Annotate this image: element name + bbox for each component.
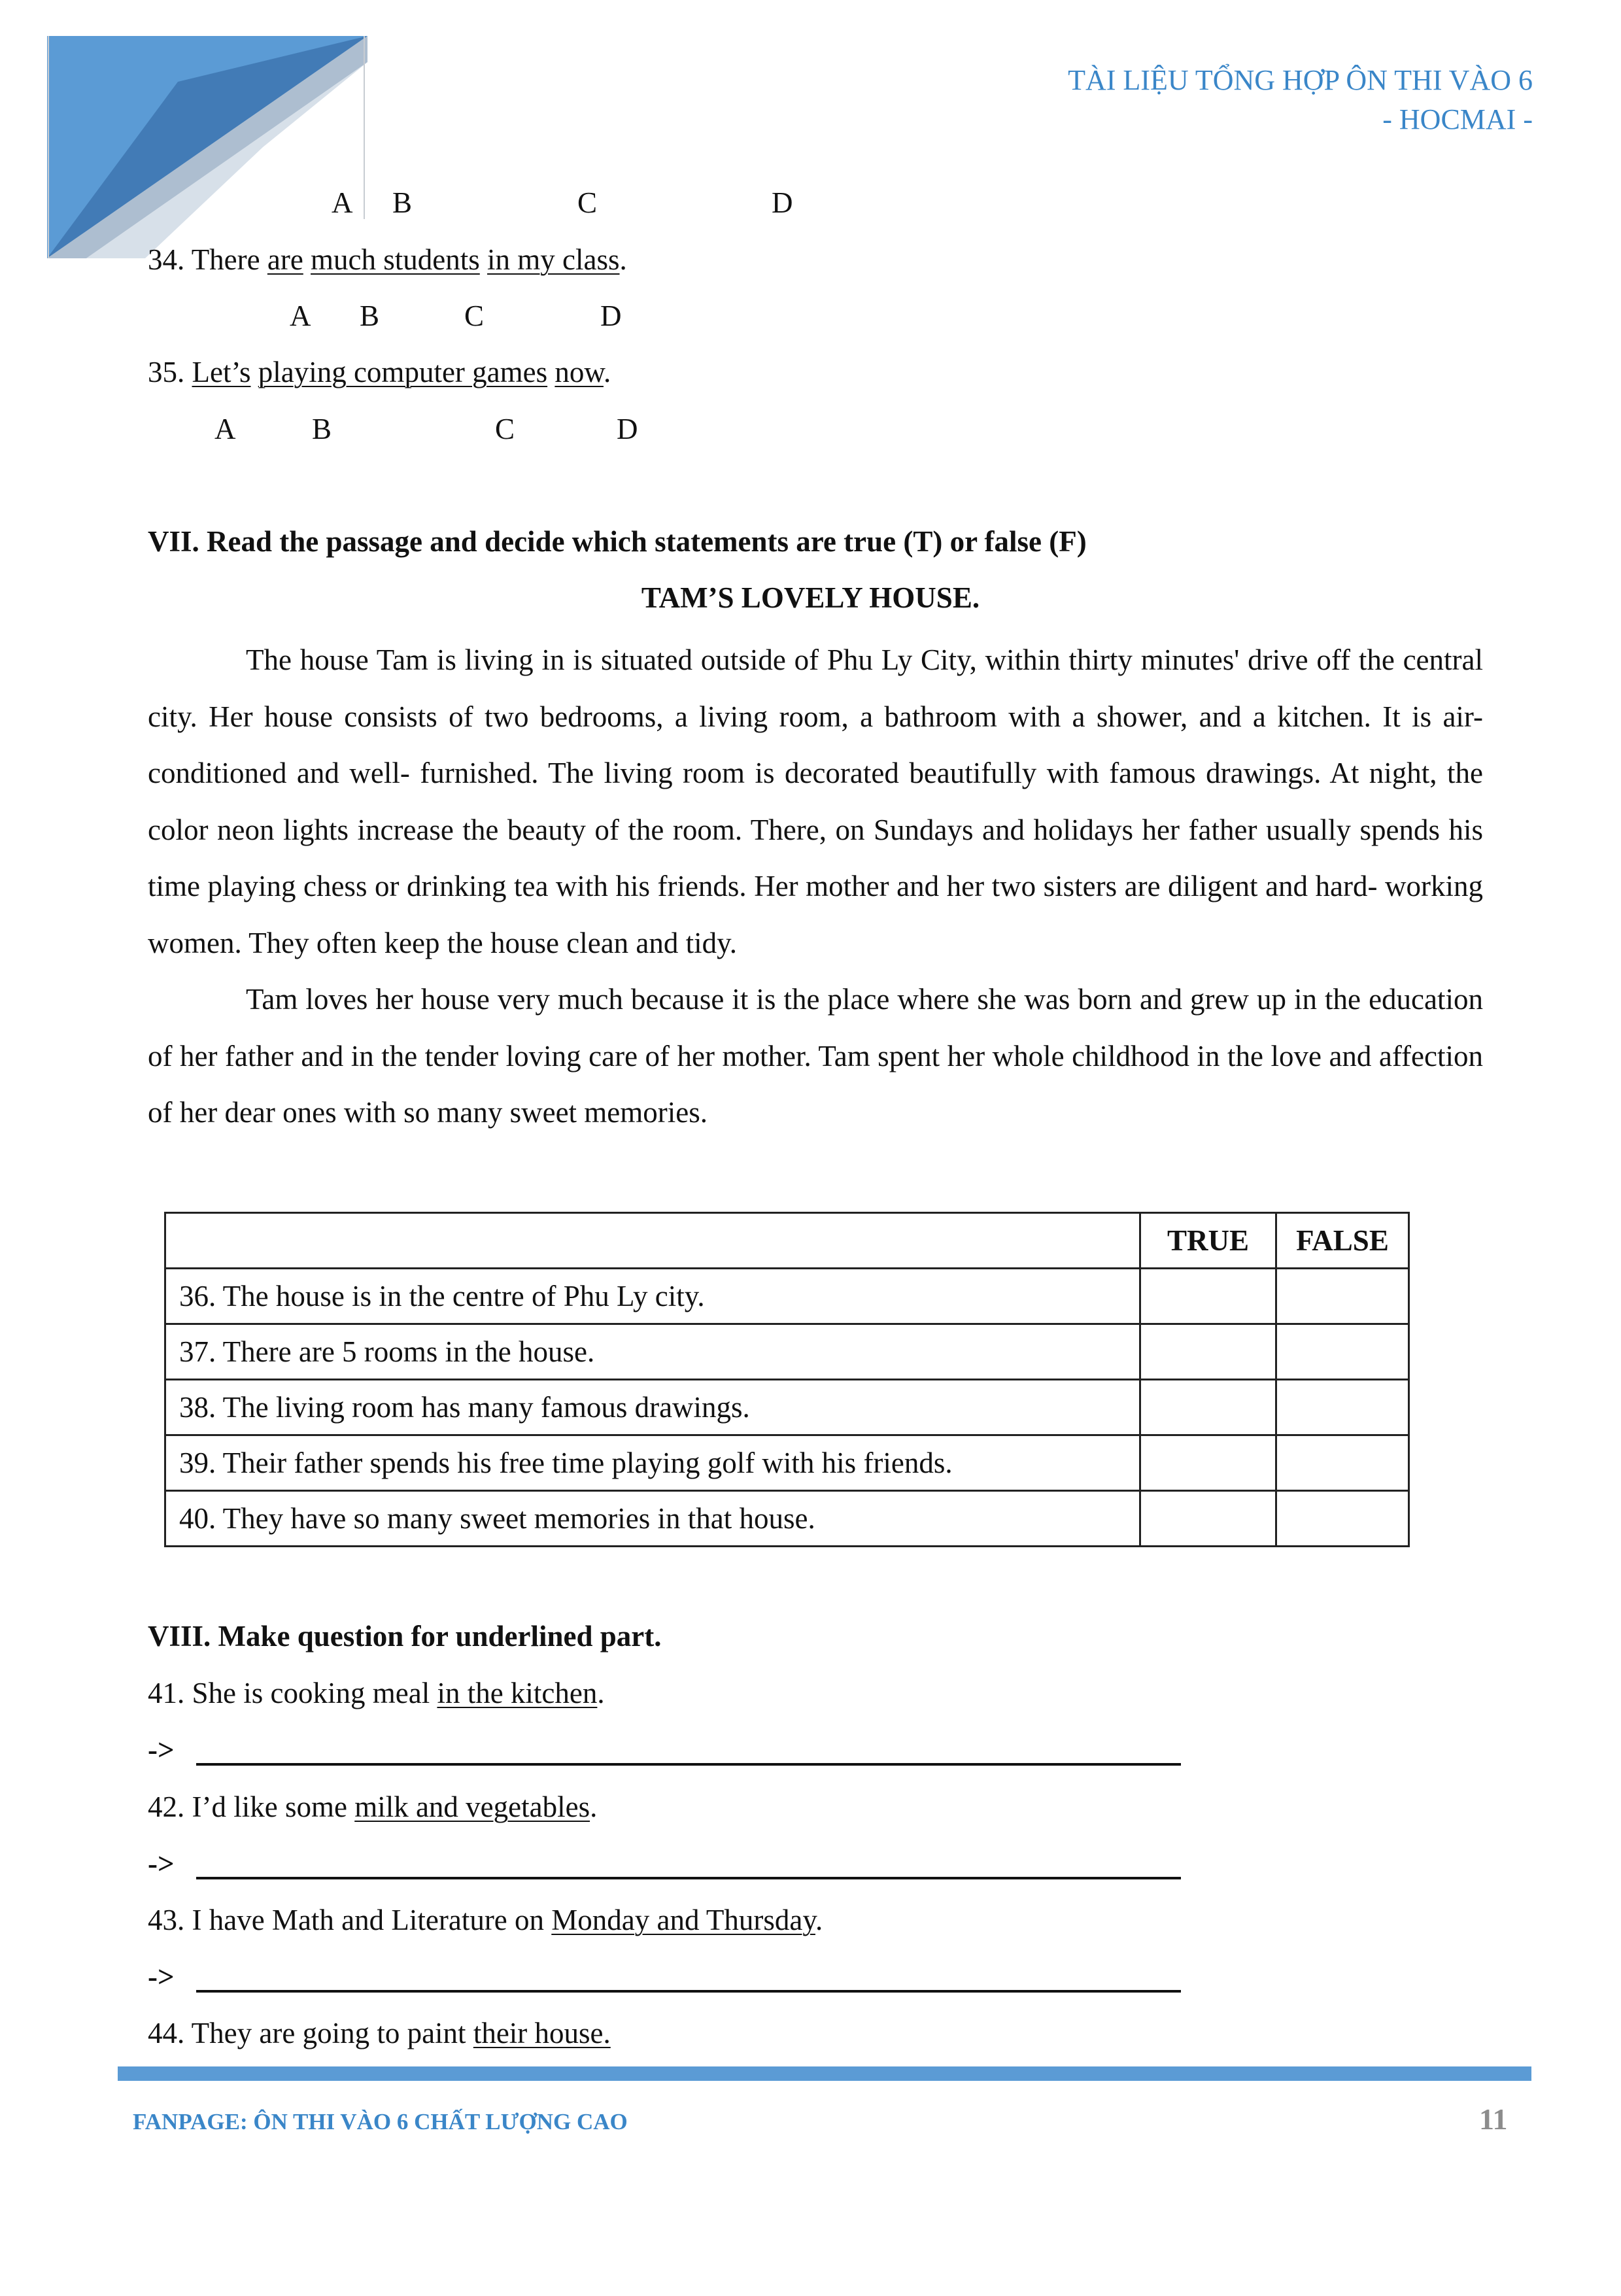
question-44: 44. They are going to paint their house. <box>148 2017 611 2049</box>
answer-arrow: -> <box>148 1734 175 1766</box>
option-c: C <box>577 186 598 219</box>
option-b: B <box>360 300 380 332</box>
false-cell-39[interactable] <box>1276 1435 1409 1491</box>
option-c: C <box>464 300 485 332</box>
column-false: FALSE <box>1276 1213 1409 1269</box>
answer-line-43[interactable] <box>196 1990 1181 1993</box>
true-cell-40[interactable] <box>1140 1491 1276 1547</box>
false-cell-36[interactable] <box>1276 1269 1409 1324</box>
column-true: TRUE <box>1140 1213 1276 1269</box>
table-row <box>165 1435 1409 1491</box>
question-41: 41. She is cooking meal in the kitchen. <box>148 1677 605 1709</box>
section-8-heading: VIII. Make question for underlined part. <box>148 1620 662 1653</box>
answer-arrow: -> <box>148 1847 175 1880</box>
table-header-row <box>165 1213 1409 1269</box>
header-title: TÀI LIỆU TỔNG HỢP ÔN THI VÀO 6 <box>1068 64 1533 96</box>
question-35: 35. Let’s playing computer games now. <box>148 356 611 388</box>
statement-36: 36. The house is in the centre of Phu Ly city. <box>165 1269 1140 1324</box>
footer-fanpage: FANPAGE: ÔN THI VÀO 6 CHẤT LƯỢNG CAO <box>133 2109 628 2134</box>
answer-arrow: -> <box>148 1961 175 1993</box>
question-42: 42. I’d like some milk and vegetables. <box>148 1791 598 1823</box>
passage-title: TAM’S LOVELY HOUSE. <box>641 581 980 614</box>
option-a: A <box>332 186 353 219</box>
option-a: A <box>290 300 311 332</box>
option-d: D <box>600 300 622 332</box>
option-b: B <box>392 186 413 219</box>
statement-39: 39. Their father spends his free time playing golf with his friends. <box>165 1435 1140 1491</box>
passage-paragraph-1: The house Tam is living in is situated outside of Phu Ly City, within thirty minutes' drive off the central city. Her house consists of two bedrooms, a living room, a bathroom with a shower, and a kitchen. It is air- conditioned and well- furnished. The living room is decorated beautifully with famous drawings. At night, the color neon lights increase the beauty of the room. There, on Sundays and holidays her father usually spends his time playing chess or drinking tea with his friends. Her mother and her two sisters are diligent and hard- working women. They often keep the house clean and tidy. <box>148 643 1483 959</box>
table-row <box>165 1380 1409 1435</box>
header-subtitle: - HOCMAI - <box>1382 103 1533 135</box>
passage-paragraph-2: Tam loves her house very much because it is the place where she was born and grew up in the education of her father and in the tender loving care of her mother. Tam spent her whole childhood in the love and affection of her dear ones with so many sweet memories. <box>148 983 1483 1129</box>
statement-40: 40. They have so many sweet memories in that house. <box>165 1491 1140 1547</box>
option-a: A <box>214 413 236 445</box>
true-cell-36[interactable] <box>1140 1269 1276 1324</box>
corner-decoration <box>47 36 367 258</box>
footer-bar <box>118 2066 1531 2081</box>
true-cell-37[interactable] <box>1140 1324 1276 1380</box>
question-34: 34. There are much students in my class. <box>148 243 627 276</box>
false-cell-40[interactable] <box>1276 1491 1409 1547</box>
table-row <box>165 1324 1409 1380</box>
question-43: 43. I have Math and Literature on Monday and Thursday. <box>148 1904 823 1936</box>
page-number: 11 <box>1479 2102 1508 2136</box>
statement-38: 38. The living room has many famous drawings. <box>165 1380 1140 1435</box>
section-7-heading: VII. Read the passage and decide which statements are true (T) or false (F) <box>148 525 1087 558</box>
table-row <box>165 1269 1409 1324</box>
answer-line-41[interactable] <box>196 1763 1181 1766</box>
statement-37: 37. There are 5 rooms in the house. <box>165 1324 1140 1380</box>
option-d: D <box>617 413 638 445</box>
option-c: C <box>495 413 515 445</box>
true-cell-39[interactable] <box>1140 1435 1276 1491</box>
true-cell-38[interactable] <box>1140 1380 1276 1435</box>
false-cell-38[interactable] <box>1276 1380 1409 1435</box>
option-b: B <box>312 413 332 445</box>
false-cell-37[interactable] <box>1276 1324 1409 1380</box>
table-row <box>165 1491 1409 1547</box>
option-d: D <box>772 186 793 219</box>
answer-line-42[interactable] <box>196 1877 1181 1879</box>
true-false-table <box>164 1212 1410 1547</box>
